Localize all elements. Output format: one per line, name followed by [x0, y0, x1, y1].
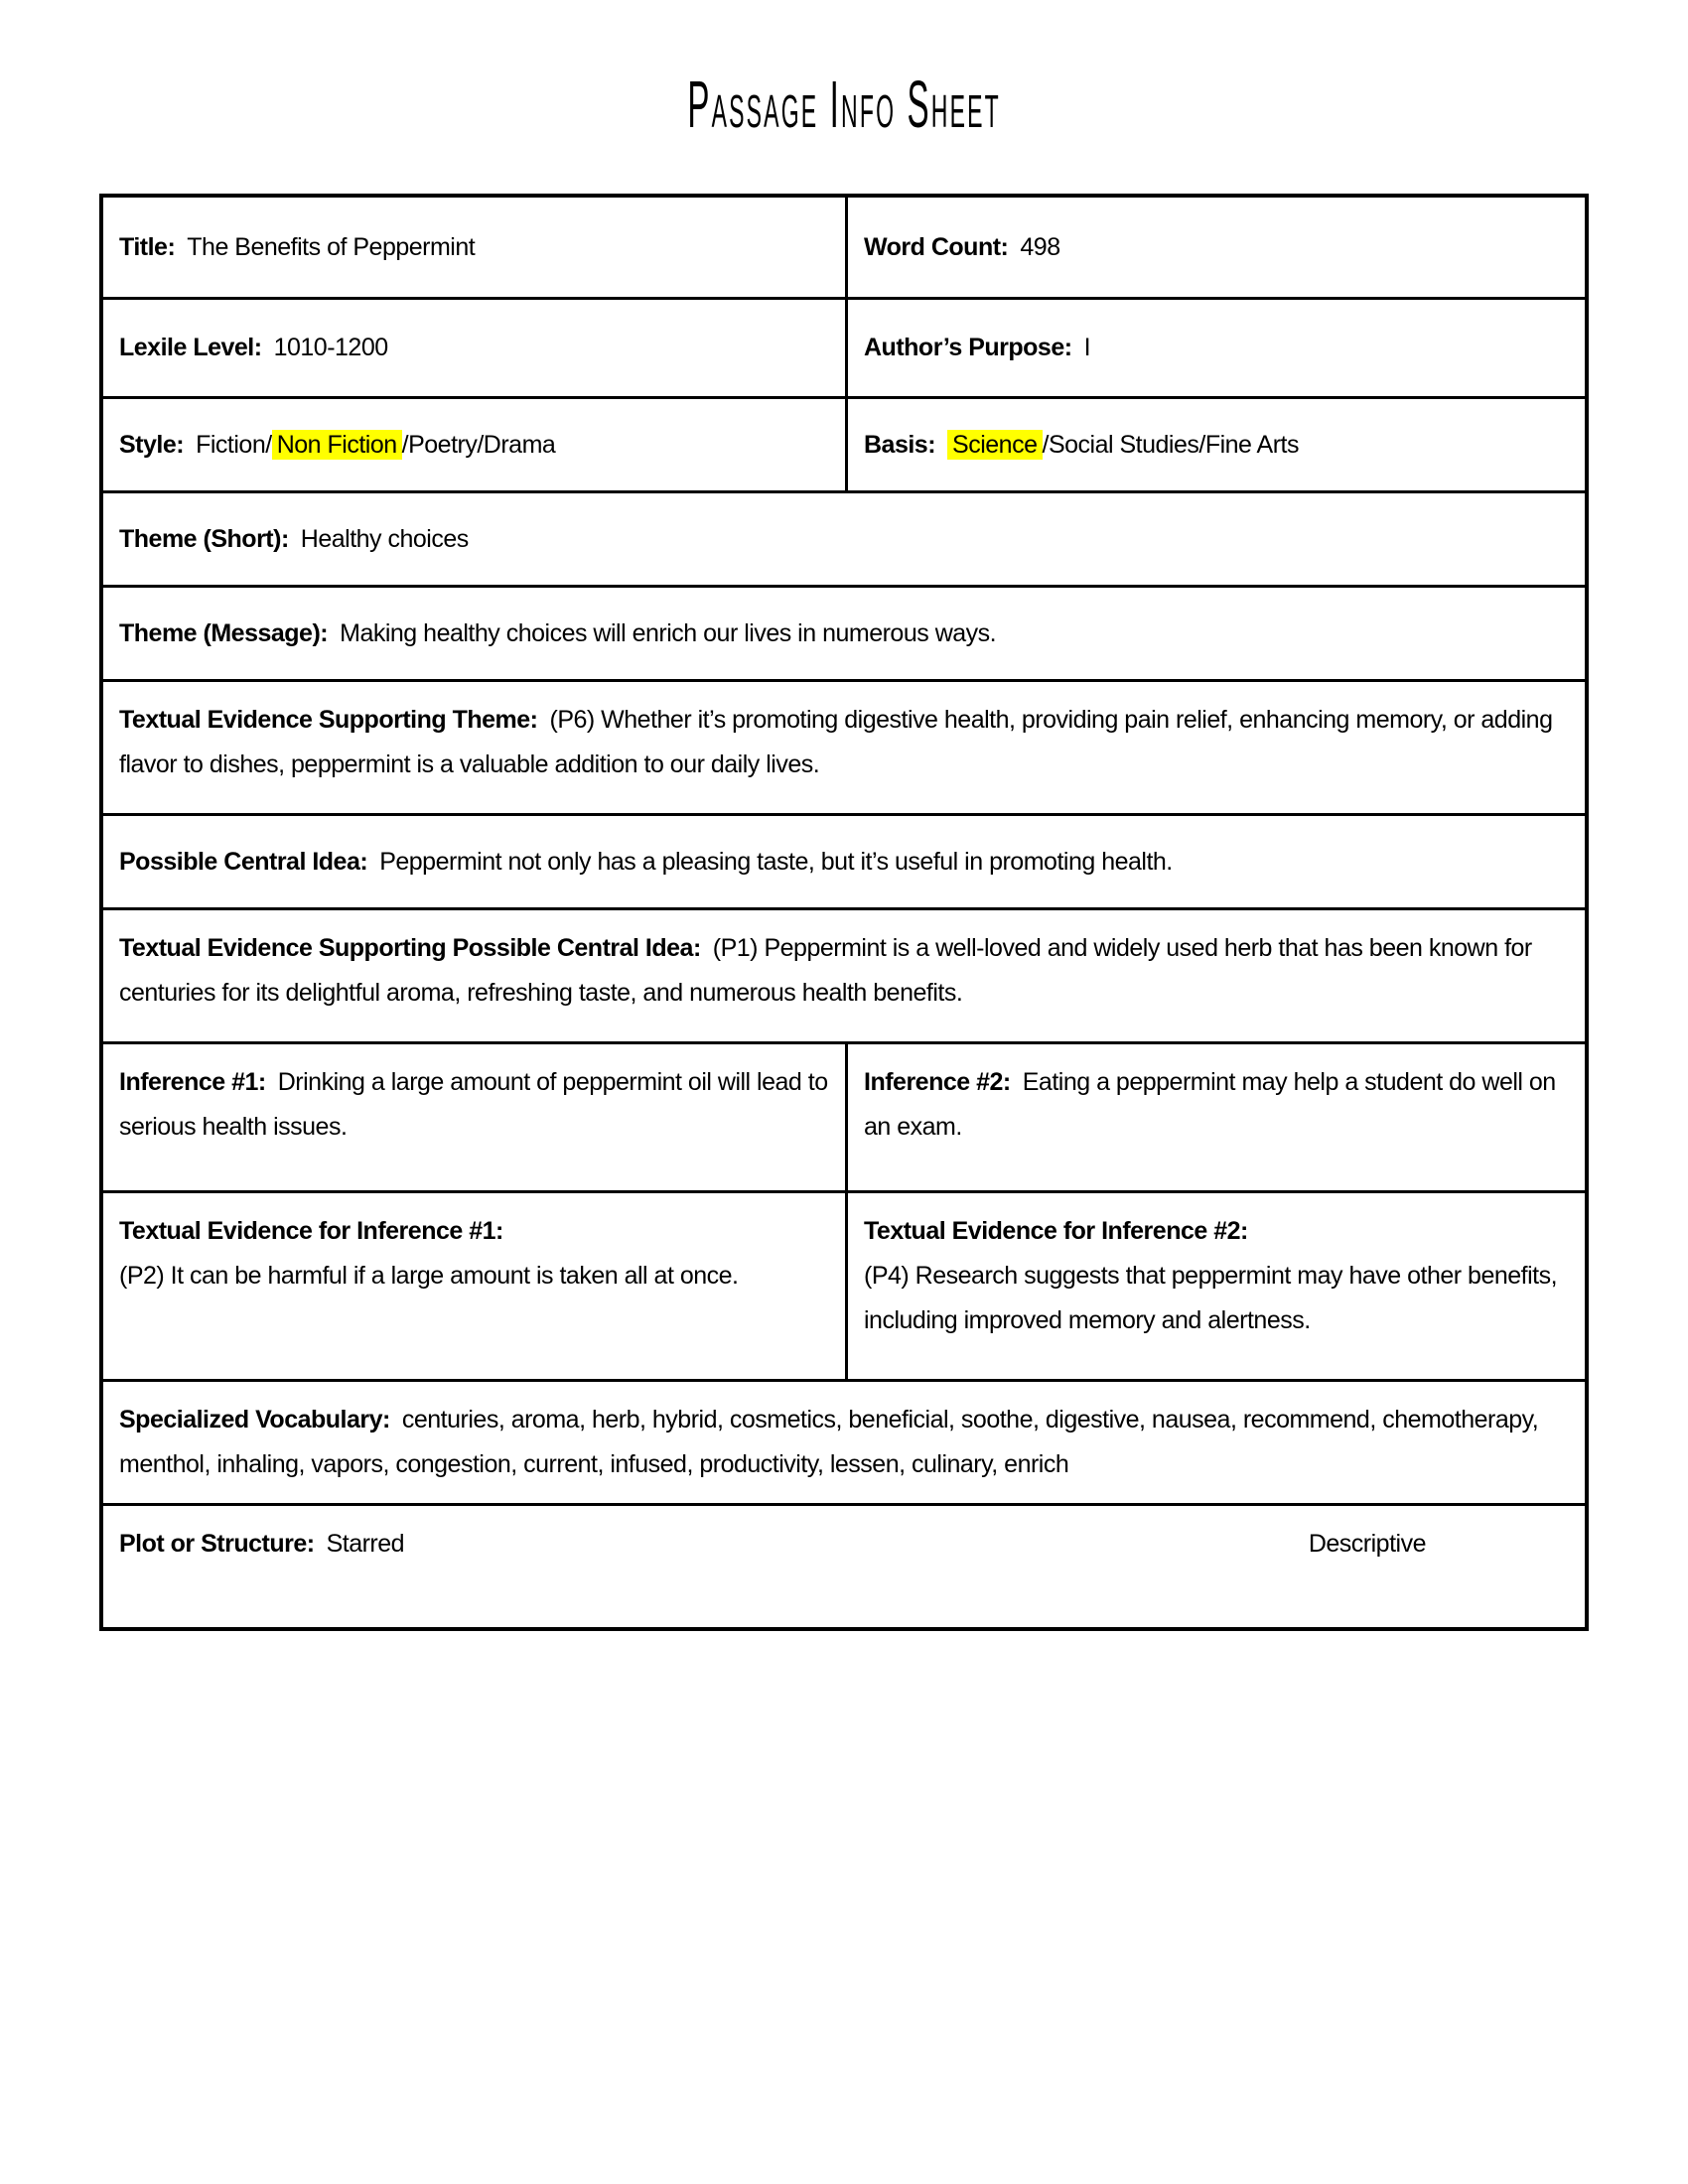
cell-vocabulary	[103, 1382, 1585, 1503]
cell-central-idea	[103, 816, 1585, 907]
style-field	[119, 423, 555, 468]
cell-basis	[848, 399, 1585, 490]
vocabulary-field	[119, 1398, 1571, 1487]
field-label: Textual Evidence Supporting Possible Central Idea:	[119, 934, 701, 962]
info-table	[99, 194, 1589, 1631]
field-label: Textual Evidence for Inference #1:	[119, 1217, 503, 1245]
field-label: Textual Evidence for Inference #2:	[864, 1217, 1248, 1245]
cell-theme-short	[103, 493, 1585, 585]
field-label: Title:	[119, 232, 176, 261]
evidence-central-idea-field	[119, 926, 1571, 1016]
field-label: Word Count:	[864, 232, 1009, 261]
field-value: /Social Studies/Fine Arts	[1042, 430, 1299, 459]
cell-plot-structure	[103, 1506, 1585, 1627]
plot-structure-field	[119, 1522, 404, 1567]
cell-lexile-level	[103, 300, 848, 396]
field-label: Textual Evidence Supporting Theme:	[119, 706, 538, 734]
field-value: Making healthy choices will enrich our lives in numerous ways.	[340, 618, 997, 647]
lexile-field	[119, 326, 388, 370]
table-row	[103, 1190, 1585, 1379]
structure-type-field	[1309, 1522, 1426, 1567]
field-value: I	[1083, 334, 1091, 361]
field-value: Starred	[326, 1530, 405, 1558]
cell-evidence-theme	[103, 682, 1585, 813]
cell-evidence-inference-1	[103, 1193, 848, 1379]
field-label: Inference #2:	[864, 1068, 1011, 1096]
field-value: centuries, aroma, herb, hybrid, cosmetics, beneficial, soothe, digestive, nausea, recommend, chemotherapy, menthol, inhaling, vapors, congestion, current, infused, productivity, lessen, culinary, enrich	[119, 1406, 1539, 1478]
central-idea-field	[119, 840, 1173, 885]
inference-2-field	[864, 1060, 1571, 1150]
field-value: (P6) Whether it’s promoting digestive health, providing pain relief, enhancing memory, or adding flavor to dishes, peppermint is a valuable addition to our daily lives.	[119, 706, 1553, 778]
table-row	[103, 1503, 1585, 1627]
table-row	[103, 1379, 1585, 1503]
table-row	[103, 907, 1585, 1041]
cell-evidence-inference-2	[848, 1193, 1585, 1379]
cell-inference-2	[848, 1044, 1585, 1190]
page-title	[0, 67, 1688, 142]
field-value: (P2) It can be harmful if a large amount is taken all at once.	[119, 1262, 739, 1290]
title-field	[119, 225, 475, 270]
field-label: Specialized Vocabulary:	[119, 1406, 390, 1433]
authors-purpose-field	[864, 326, 1090, 370]
cell-style	[103, 399, 848, 490]
field-label: Author’s Purpose:	[864, 334, 1072, 361]
field-value: Descriptive	[1308, 1530, 1426, 1558]
theme-message-field	[119, 612, 996, 656]
field-value: Drinking a large amount of peppermint oil will lead to serious health issues.	[119, 1068, 828, 1141]
field-label: Theme (Short):	[119, 524, 289, 553]
inference-1-field	[119, 1060, 831, 1150]
cell-evidence-central-idea	[103, 910, 1585, 1041]
table-row	[103, 585, 1585, 679]
theme-short-field	[119, 517, 469, 562]
evidence-inference-1-field	[119, 1209, 831, 1298]
table-row	[103, 198, 1585, 297]
field-label: Plot or Structure:	[119, 1530, 315, 1558]
field-value: Fiction/	[196, 430, 272, 459]
field-value: /Poetry/Drama	[401, 430, 556, 459]
highlighted-value: Non Fiction	[272, 430, 402, 460]
field-value: The Benefits of Peppermint	[187, 232, 476, 261]
table-row	[103, 297, 1585, 396]
field-value: (P4) Research suggests that peppermint may have other benefits, including improved memory and alertness.	[864, 1262, 1558, 1334]
cell-authors-purpose	[848, 300, 1585, 396]
field-label: Inference #1:	[119, 1068, 266, 1096]
field-label: Lexile Level:	[119, 334, 262, 361]
table-row	[103, 1041, 1585, 1190]
field-label: Style:	[119, 430, 185, 459]
word-count-field	[864, 225, 1060, 270]
page-title-text: Passage Info Sheet	[687, 67, 1001, 142]
table-row	[103, 679, 1585, 813]
basis-field	[864, 423, 1299, 468]
field-value: 498	[1020, 232, 1060, 261]
table-row	[103, 396, 1585, 490]
field-value: Healthy choices	[300, 524, 469, 553]
evidence-inference-2-field	[864, 1209, 1571, 1343]
table-row	[103, 490, 1585, 585]
cell-word-count	[848, 198, 1585, 297]
evidence-theme-field	[119, 698, 1571, 787]
field-value: (P1) Peppermint is a well-loved and widely used herb that has been known for centuries for its delightful aroma, refreshing taste, and numerous health benefits.	[119, 934, 1532, 1007]
field-label: Basis:	[864, 430, 936, 459]
table-row	[103, 813, 1585, 907]
cell-title	[103, 198, 848, 297]
field-value: Peppermint not only has a pleasing taste, but it’s useful in promoting health.	[379, 847, 1173, 876]
cell-theme-message	[103, 588, 1585, 679]
field-value: Eating a peppermint may help a student do well on an exam.	[864, 1068, 1556, 1141]
field-value: 1010-1200	[273, 334, 388, 361]
cell-inference-1	[103, 1044, 848, 1190]
highlighted-value: Science	[947, 430, 1042, 460]
field-label: Possible Central Idea:	[119, 847, 368, 876]
field-label: Theme (Message):	[119, 618, 329, 647]
